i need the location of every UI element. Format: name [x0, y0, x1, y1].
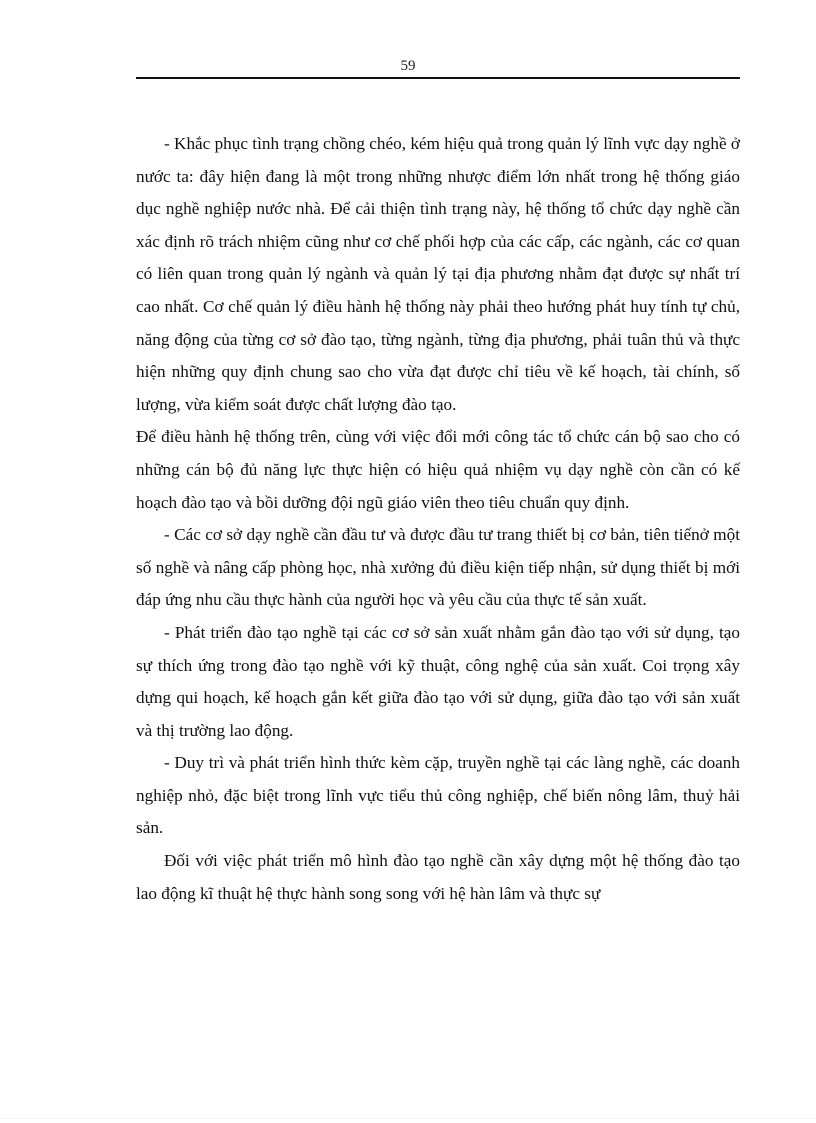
document-body: [136, 128, 740, 910]
paragraph-1: - Khắc phục tình trạng chồng chéo, kém hiệu quả trong quản lý lĩnh vực dạy nghề ở nước ta: đây hiện đang là một trong những nhược điểm lớn nhất trong hệ thống giáo dục nghề nghiệp nước nhà. Để cải thiện tình trạng này, hệ thống tổ chức dạy nghề cần xác định rõ trách nhiệm cũng như cơ chế phối hợp của các cấp, các ngành, các cơ quan có liên quan trong quản lý ngành và quản lý tại địa phương nhằm đạt được sự nhất trí cao nhất. Cơ chế quản lý điều hành hệ thống này phải theo hướng phát huy tính tự chủ, năng động của từng cơ sở đào tạo, từng ngành, từng địa phương, phải tuân thủ và thực hiện những quy định chung sao cho vừa đạt được chỉ tiêu về kế hoạch, tài chính, số lượng, vừa kiểm soát được chất lượng đào tạo.: [136, 134, 740, 414]
paragraph-4: - Phát triển đào tạo nghề tại các cơ sở sản xuất nhằm gắn đào tạo với sử dụng, tạo sự thích ứng trong đào tạo nghề với kỹ thuật, công nghệ của sản xuất. Coi trọng xây dựng qui hoạch, kế hoạch gắn kết giữa đào tạo với sử dụng, giữa đào tạo với sản xuất và thị trường lao động.: [136, 622, 740, 740]
paragraph-5: - Duy trì và phát triển hình thức kèm cặp, truyền nghề tại các làng nghề, các doanh nghiệp nhỏ, đặc biệt trong lĩnh vực tiểu thủ công nghiệp, chế biến nông lâm, thuỷ hải sản.: [136, 753, 740, 838]
page-bottom-edge: [0, 1118, 816, 1119]
paragraph-6: Đối với việc phát triển mô hình đào tạo nghề cần xây dựng một hệ thống đào tạo lao động kĩ thuật hệ thực hành song song với hệ hàn lâm và thực sự: [136, 851, 740, 903]
paragraph-2: Để điều hành hệ thống trên, cùng với việc đổi mới công tác tổ chức cán bộ sao cho có những cán bộ đủ năng lực thực hiện có hiệu quả nhiệm vụ dạy nghề còn cần có kế hoạch đào tạo và bồi dưỡng đội ngũ giáo viên theo tiêu chuẩn quy định.: [136, 427, 740, 512]
paragraph-3: - Các cơ sở dạy nghề cần đầu tư và được đầu tư trang thiết bị cơ bản, tiên tiếnở một số nghề và nâng cấp phòng học, nhà xưởng đủ điều kiện tiếp nhận, sử dụng thiết bị mới đáp ứng nhu cầu thực hành của người học và yêu cầu của thực tế sản xuất.: [136, 525, 740, 610]
page-number: 59: [400, 58, 416, 74]
header-rule: [136, 77, 740, 79]
